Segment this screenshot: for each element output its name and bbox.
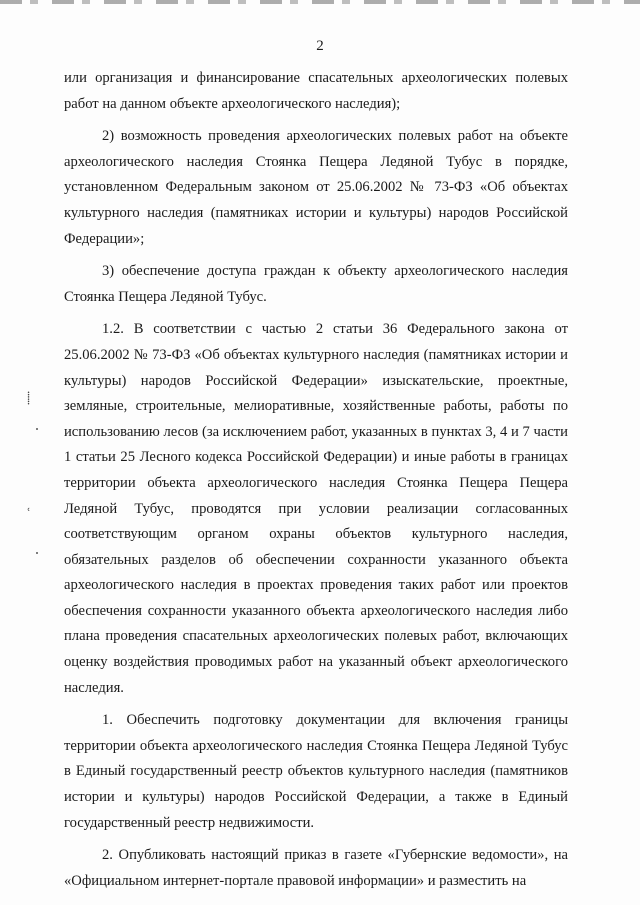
margin-mark: ʿ [27, 506, 31, 520]
scan-edge-artifact [0, 0, 640, 4]
margin-dot [36, 552, 38, 554]
paragraph-continuation: или организация и финансирование спасательных археологических полевых работ на данном объекте археологического наследия); [64, 70, 568, 112]
paragraph-section-1-2: 1.2. В соответствии с частью 2 статьи 36 Федерального закона от 25.06.2002 № 73-ФЗ «Об объектах культурного наследия (памятниках истории и культуры) народов Российской Федерации» изыскательские, проектные, земляные, строительные, мелиоративные, хозяйственные работы, работы по использованию лесов (за исключением работ, указанных в пунктах 3, 4 и 7 части 1 статьи 25 Лесного кодекса Российской Федерации) и иные работы в границах территории объекта археологического наследия Стоянка Пещера Пещера Ледяной Тубус, проводятся при условии реализации согласованных соответствующим органом охраны объектов культурного наследия, обязательных разделов об обеспечении сохранности указанного объекта археологического наследия в проектах проведения таких работ или проектов обеспечения сохранности указанного объекта археологического наследия либо плана проведения спасательных археологических полевых работ, включающих оценку воздействия проводимых работ на указанный объект археологического наследия. [64, 321, 568, 696]
margin-dot [36, 428, 38, 430]
page-number: 2 [316, 38, 324, 54]
paragraph-point-1: 1. Обеспечить подготовку документации для включения границы территории объекта археологического наследия Стоянка Пещера Ледяной Тубус в Единый государственный реестр объектов культурного наследия (памятников истории и культуры) народов Российской Федерации, а также в Единый государственный реестр недвижимости. [64, 712, 568, 831]
document-body [64, 66, 568, 894]
paragraph-point-2: 2. Опубликовать настоящий приказ в газете «Губернские ведомости», на «Официальном интернет-портале правовой информации» и разместить на [64, 847, 568, 889]
paragraph-item-2: 2) возможность проведения археологических полевых работ на объекте археологического наследия Стоянка Пещера Ледяной Тубус в порядке, установленном Федеральным законом от 25.06.2002 № 73-ФЗ «Об объектах культурного наследия (памятниках истории и культуры) народов Российской Федерации»; [64, 128, 568, 247]
paragraph-item-3: 3) обеспечение доступа граждан к объекту археологического наследия Стоянка Пещера Ледяной Тубус. [64, 263, 568, 305]
margin-mark: ⸽ [27, 391, 31, 405]
